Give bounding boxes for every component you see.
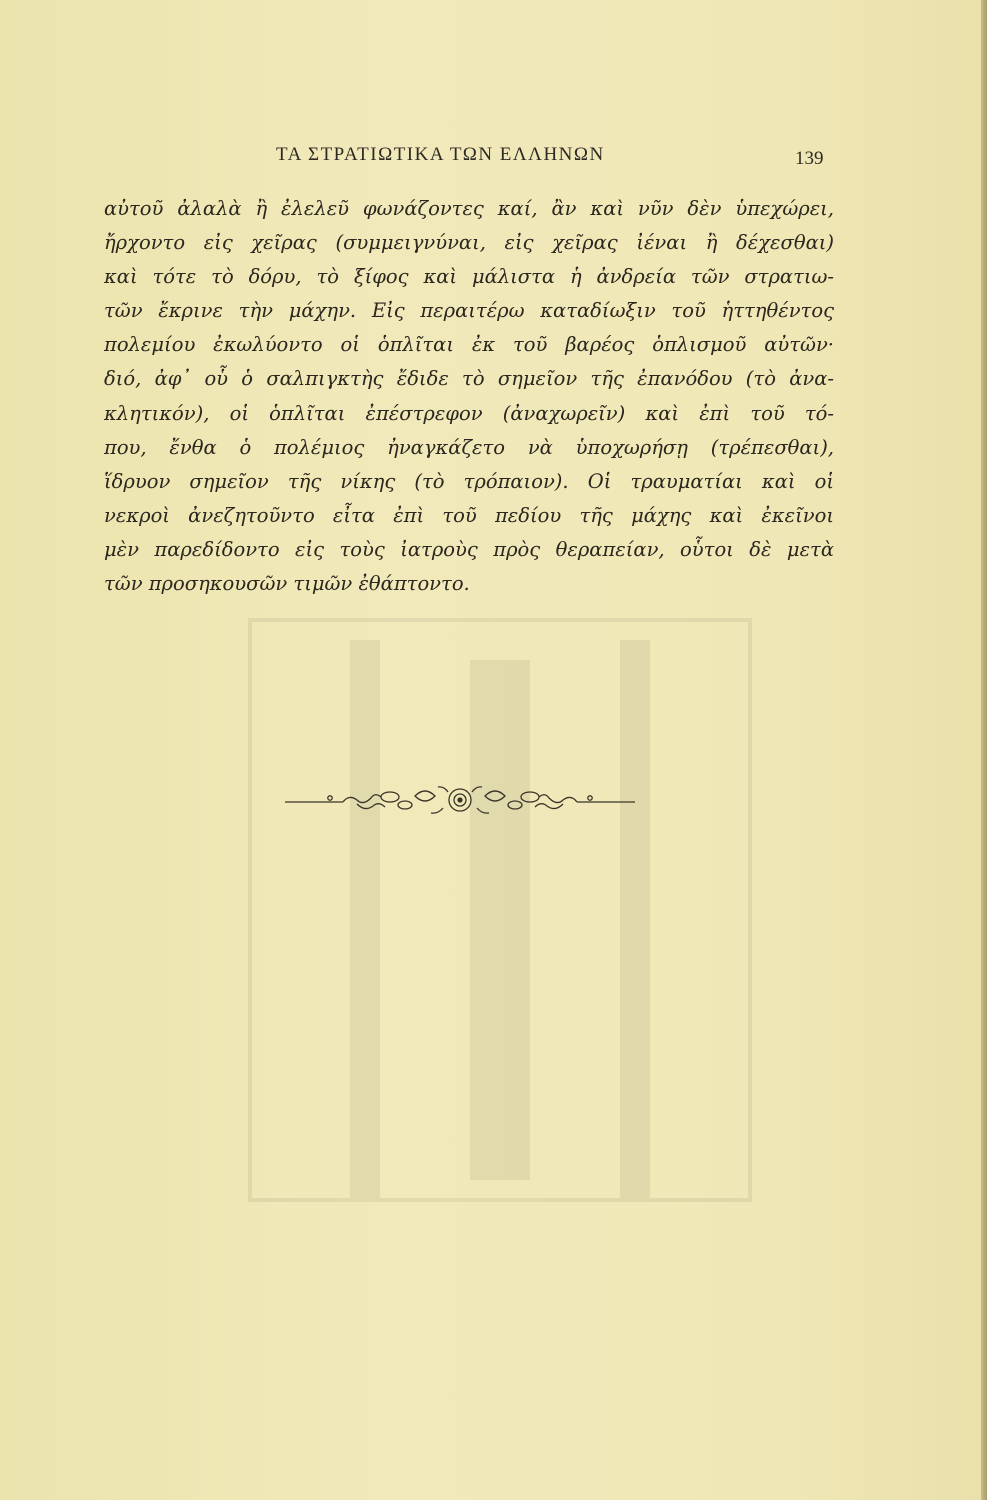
text-line: ἵδρυον σημεῖον τῆς νίκης (τὸ τρόπαιον). Οἱ τραυματίαι καὶ οἱ <box>104 469 834 493</box>
text-line: ἤρχοντο εἰς χεῖρας (συμμειγνύναι, εἰς χεῖρας ἰέναι ἢ δέχεσθαι) <box>104 231 834 255</box>
text-line: αὐτοῦ ἀλαλὰ ἢ ἐλελεῦ φωνάζοντες καί, ἂν καὶ νῦν δὲν ὑπεχώρει, <box>104 197 834 220</box>
body-paragraph <box>104 192 834 601</box>
running-title: ΤΑ ΣΤΡΑΤΙΩΤΙΚΑ ΤΩΝ ΕΛΛΗΝΩΝ <box>276 144 605 165</box>
text-line: που, ἔνθα ὁ πολέμιος ἠναγκάζετο νὰ ὑποχωρήσῃ (τρέπεσθαι), <box>104 435 834 459</box>
text-line: διό, ἀφ᾽ οὗ ὁ σαλπιγκτὴς ἔδιδε τὸ σημεῖον τῆς ἐπανόδου (τὸ ἀνα- <box>104 367 834 391</box>
page-header <box>0 144 987 174</box>
page-edge <box>981 0 987 1500</box>
text-line: τῶν προσηκουσῶν τιμῶν ἐθάπτοντο. <box>104 572 470 596</box>
text-line: καὶ τότε τὸ δόρυ, τὸ ξίφος καὶ μάλιστα ἡ ἀνδρεία τῶν στρατιω- <box>104 265 834 289</box>
text-line: πολεμίου ἐκωλύοντο οἱ ὁπλῖται ἐκ τοῦ βαρέος ὁπλισμοῦ αὐτῶν· <box>104 333 834 357</box>
text-line: τῶν ἔκρινε τὴν μάχην. Εἰς περαιτέρω καταδίωξιν τοῦ ἡττηθέντος <box>104 299 834 323</box>
text-line: μὲν παρεδίδοντο εἰς τοὺς ἰατροὺς πρὸς θεραπείαν, οὗτοι δὲ μετὰ <box>104 537 834 561</box>
text-line: νεκροὶ ἀνεζητοῦντο εἶτα ἐπὶ τοῦ πεδίου τῆς μάχης καὶ ἐκεῖνοι <box>104 503 834 527</box>
page-number: 139 <box>795 148 824 169</box>
floral-vignette-icon <box>285 784 635 820</box>
show-through-image <box>230 600 770 1220</box>
text-line: κλητικόν), οἱ ὁπλῖται ἐπέστρεφον (ἀναχωρεῖν) καὶ ἐπὶ τοῦ τό- <box>104 401 834 425</box>
